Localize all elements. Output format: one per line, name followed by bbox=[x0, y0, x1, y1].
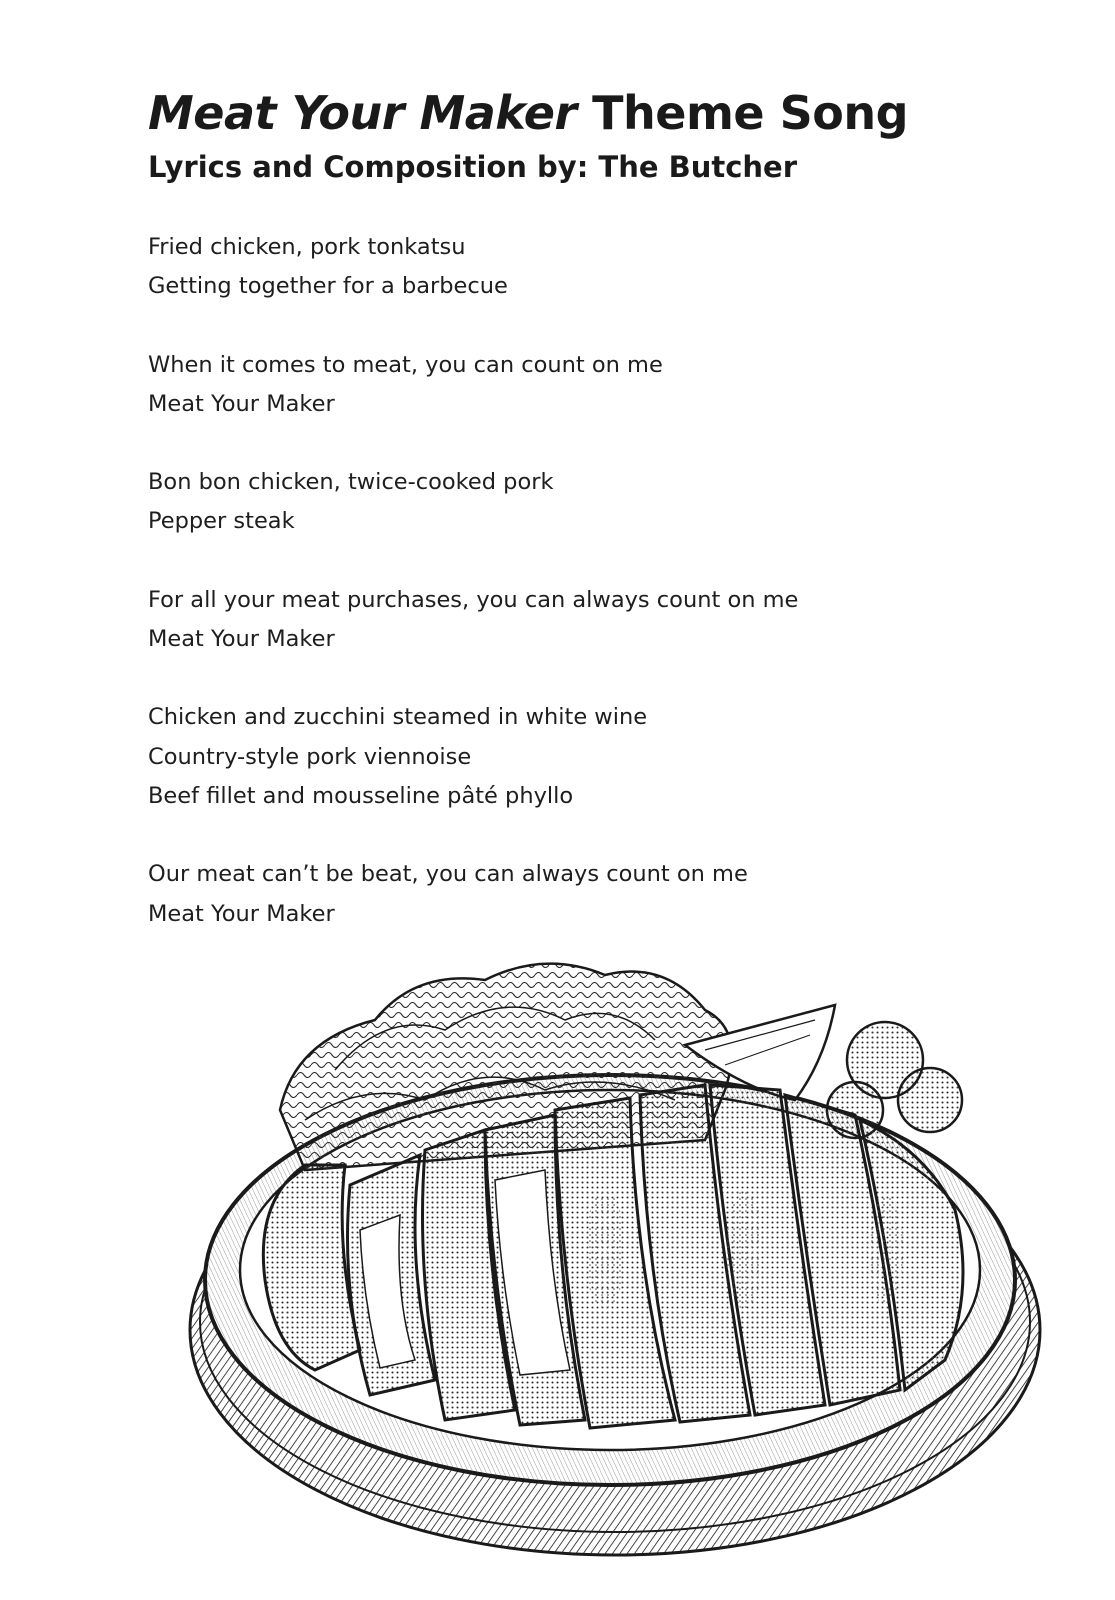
lyric-line: Bon bon chicken, twice-cooked pork bbox=[148, 469, 554, 496]
lyric-line: Meat Your Maker bbox=[148, 900, 335, 927]
stanza-4 bbox=[148, 581, 1048, 660]
lyric-line: Getting together for a barbecue bbox=[148, 273, 508, 300]
song-credit: Lyrics and Composition by: The Butcher bbox=[148, 150, 798, 184]
lyric-line: Meat Your Maker bbox=[148, 390, 335, 417]
stanza-6 bbox=[148, 855, 1048, 934]
lyric-line: Our meat can’t be beat, you can always count on me bbox=[148, 861, 748, 888]
stanza-3 bbox=[148, 463, 1048, 542]
tonkatsu-plate-illustration bbox=[185, 950, 1045, 1580]
lyric-line: Country-style pork viennoise bbox=[148, 743, 472, 770]
lyric-line: Pepper steak bbox=[148, 508, 295, 535]
lyric-line: When it comes to meat, you can count on me bbox=[148, 351, 663, 378]
song-title bbox=[148, 88, 908, 139]
lyrics-block bbox=[148, 228, 1048, 973]
stanza-5 bbox=[148, 698, 1048, 816]
lyric-line: Beef fillet and mousseline pâté phyllo bbox=[148, 782, 574, 809]
stanza-1 bbox=[148, 228, 1048, 307]
lyric-line: Fried chicken, pork tonkatsu bbox=[148, 234, 466, 260]
title-italic: Meat Your Maker bbox=[148, 86, 577, 140]
lyric-line: For all your meat purchases, you can always count on me bbox=[148, 586, 799, 613]
title-rest: Theme Song bbox=[576, 86, 909, 140]
lyric-line: Meat Your Maker bbox=[148, 626, 335, 653]
lyric-line: Chicken and zucchini steamed in white wine bbox=[148, 704, 648, 731]
stanza-2 bbox=[148, 346, 1048, 425]
